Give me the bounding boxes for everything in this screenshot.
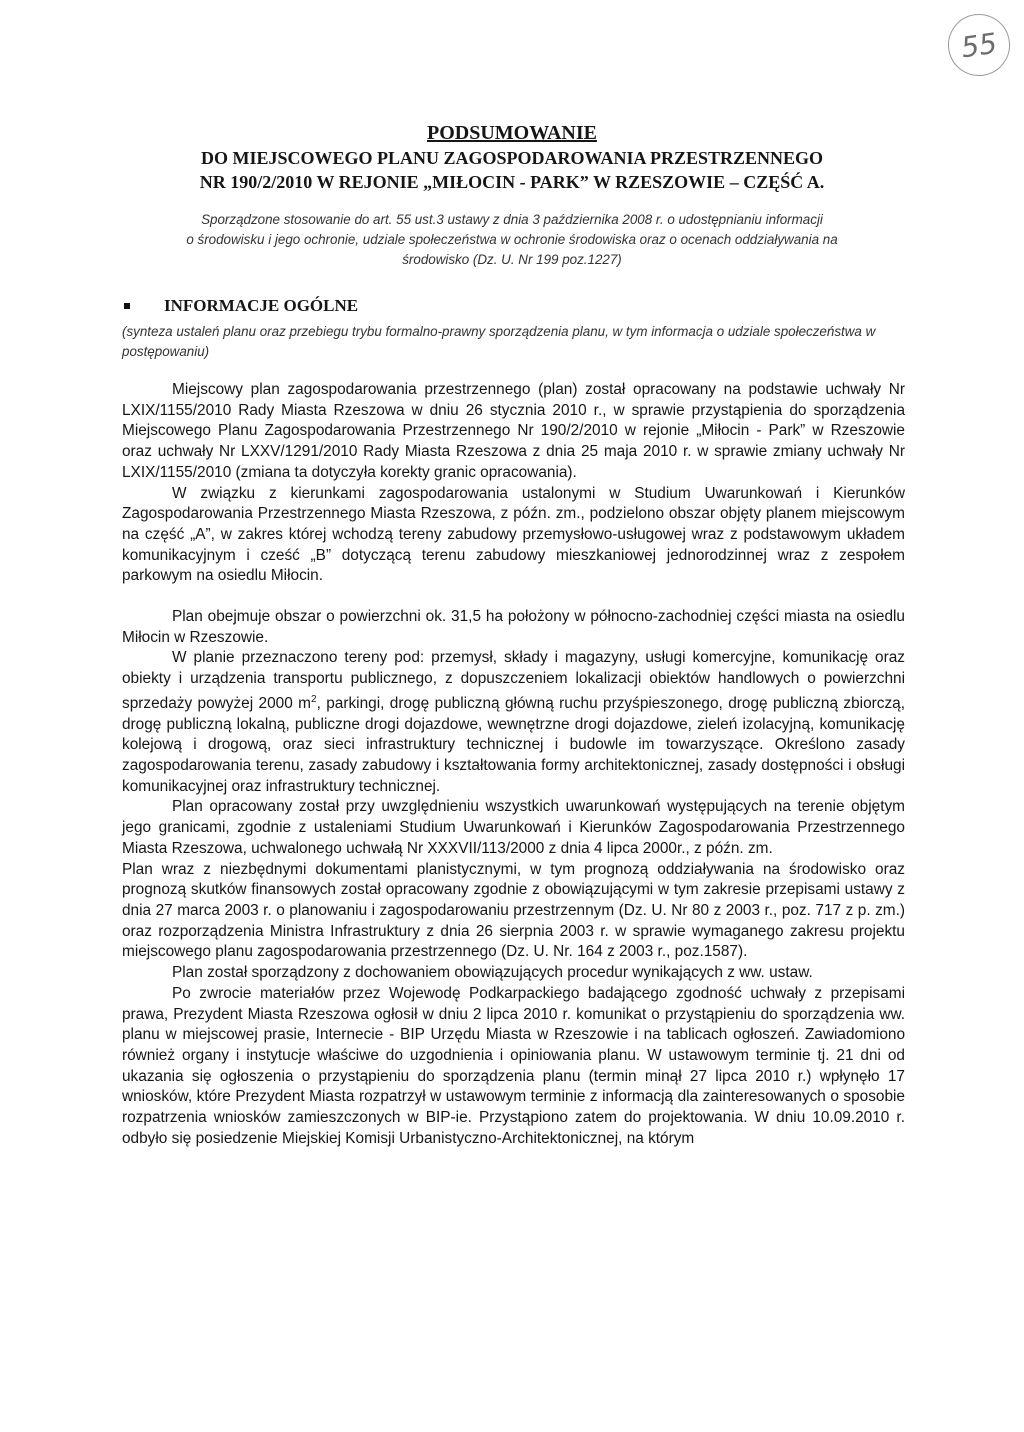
document-title: PODSUMOWANIE [426, 122, 597, 144]
paragraph-4 [122, 648, 905, 797]
paragraph-5: Plan opracowany został przy uwzględnieniu wszystkich uwarunkowań występujących na terenie objętym jego granicami, zgodnie z ustaleniami Studium Uwarunkowań i Kierunków Zagospodarowania Przestrzennego Miasta Rzeszowa, uchwalonego uchwałą Nr XXXVII/113/2000 z dnia 4 lipca 2000r., z późn. zm. [122, 798, 905, 857]
document-body [122, 380, 905, 1149]
page-number-text: 55 [959, 26, 999, 64]
paragraph-3: Plan obejmuje obszar o powierzchni ok. 31,5 ha położony w północno-zachodniej części miasta na osiedlu Miłocin w Rzeszowie. [122, 608, 905, 646]
paragraph-2: W związku z kierunkami zagospodarowania ustalonymi w Studium Uwarunkowań i Kierunków Zagospodarowania Przestrzennego Miasta Rzeszowa, z późn. zm., podzielono obszar objęty planem miejscowym na część „A”, w zakres której wchodzą tereny zabudowy przemysłowo-usługowej wraz z podstawowym układem komunikacyjnym i cześć „B” dotyczącą terenu zabudowy mieszkaniowej jednorodzinnej wraz z zespołem parkowym na osiedlu Miłocin. [122, 484, 905, 585]
paragraph-4-text-b: , parkingi, drogę publiczną główną ruchu przyśpieszonego, drogę publiczną zbiorczą, drogę publiczną lokalną, publiczne drogi dojazdowe, wewnętrzne drogi dojazdowe, zieleń izolacyjną, komunikację kolejową i drogową, oraz sieci infrastruktury technicznej i budowle im towarzyszące. Określono zasady zagospodarowania terenu, zasady zabudowy i kształtowania formy architektonicznej, zasady dostępności i obsługi komunikacyjnej oraz infrastruktury technicznej. [122, 694, 905, 795]
page-number-stamp [944, 10, 1014, 80]
section-heading-text: INFORMACJE OGÓLNE [164, 296, 359, 315]
document-subtitle-line2: NR 190/2/2010 W REJONIE „MIŁOCIN - PARK” W RZESZOWIE – CZĘŚĆ A. [199, 172, 825, 192]
legal-basis-line2: o środowisku i jego ochronie, udziale społeczeństwa w ochronie środowiska oraz o ocenach oddziaływania na [186, 232, 838, 247]
paragraph-7: Plan został sporządzony z dochowaniem obowiązujących procedur wynikających z ww. ustaw. [172, 964, 813, 982]
paragraph-4-superscript: 2 [311, 693, 317, 705]
legal-basis [70, 210, 954, 270]
section-description: (synteza ustaleń planu oraz przebiegu trybu formalno-prawny sporządzenia planu, w tym informacja o udziale społeczeństwa w postępowaniu) [122, 324, 876, 359]
paragraph-6: Plan wraz z niezbędnymi dokumentami planistycznymi, w tym prognozą oddziaływania na środowisko oraz prognozą skutków finansowych został opracowany zgodnie z obowiązującymi w tym zakresie przepisami ustawy z dnia 27 marca 2003 r. o planowaniu i zagospodarowaniu przestrzennym (Dz. U. Nr 80 z 2003 r., poz. 717 z p. zm.) oraz rozporządzenia Ministra Infrastruktury z dnia 26 sierpnia 2003 r. w sprawie wymaganego zakresu projektu miejscowego planu zagospodarowania przestrzennego (Dz. U. Nr. 164 z 2003 r., poz.1587). [122, 860, 905, 961]
bullet-icon [124, 303, 130, 309]
document-header [70, 120, 954, 270]
paragraph-4-text-a: W planie przeznaczono tereny pod: przemysł, składy i magazyny, usługi komercyjne, komunikację oraz obiekty i urządzenia transportu publicznego, z dopuszczeniem lokalizacji obiektów handlowych o powierzchni sprzedaży powyżej 2000 m [122, 649, 905, 712]
legal-basis-line1: Sporządzone stosowanie do art. 55 ust.3 ustawy z dnia 3 października 2008 r. o udostępnianiu informacji [201, 212, 823, 227]
paragraph-8: Po zwrocie materiałów przez Wojewodę Podkarpackiego badającego zgodność uchwały z przepisami prawa, Prezydent Miasta Rzeszowa ogłosił w dniu 2 lipca 2010 r. komunikat o przystąpieniu do sporządzenia ww. planu w miejscowej prasie, Internecie - BIP Urzędu Miasta w Rzeszowie i na tablicach ogłoszeń. Zawiadomiono również organy i instytucje właściwe do uzgodnienia i opiniowania planu. W ustawowym terminie tj. 21 dni od ukazania się ogłoszenia o przystąpieniu do sporządzenia planu (termin minął 27 lipca 2010 r.) wpłynęło 17 wniosków, które Prezydent Miasta rozpatrzył w ustawowym terminie z informacją dla zainteresowanych o sposobie rozpatrzenia wniosków zamieszczonych w BIP-ie. Przystąpiono zatem do projektowania. W dniu 10.09.2010 r. odbyło się posiedzenie Miejskiej Komisji Urbanistyczno-Architektonicznej, na którym [122, 984, 905, 1147]
paragraph-1: Miejscowy plan zagospodarowania przestrzennego (plan) został opracowany na podstawie uchwały Nr LXIX/1155/2010 Rady Miasta Rzeszowa w dniu 26 stycznia 2010 r., w sprawie przystąpienia do sporządzenia Miejscowego Planu Zagospodarowania Przestrzennego Nr 190/2/2010 w rejonie „Miłocin - Park” w Rzeszowie oraz uchwały Nr LXXV/1291/2010 Rady Miasta Rzeszowa z dnia 25 maja 2010 r. w sprawie zmiany uchwały Nr LXIX/1155/2010 (zmiana ta dotyczyła korekty granic opracowania). [122, 381, 905, 481]
document-subtitle-line1: DO MIEJSCOWEGO PLANU ZAGOSPODAROWANIA PRZESTRZENNEGO [200, 148, 824, 168]
legal-basis-line3: środowisko (Dz. U. Nr 199 poz.1227) [402, 252, 622, 267]
section-heading [124, 296, 358, 316]
